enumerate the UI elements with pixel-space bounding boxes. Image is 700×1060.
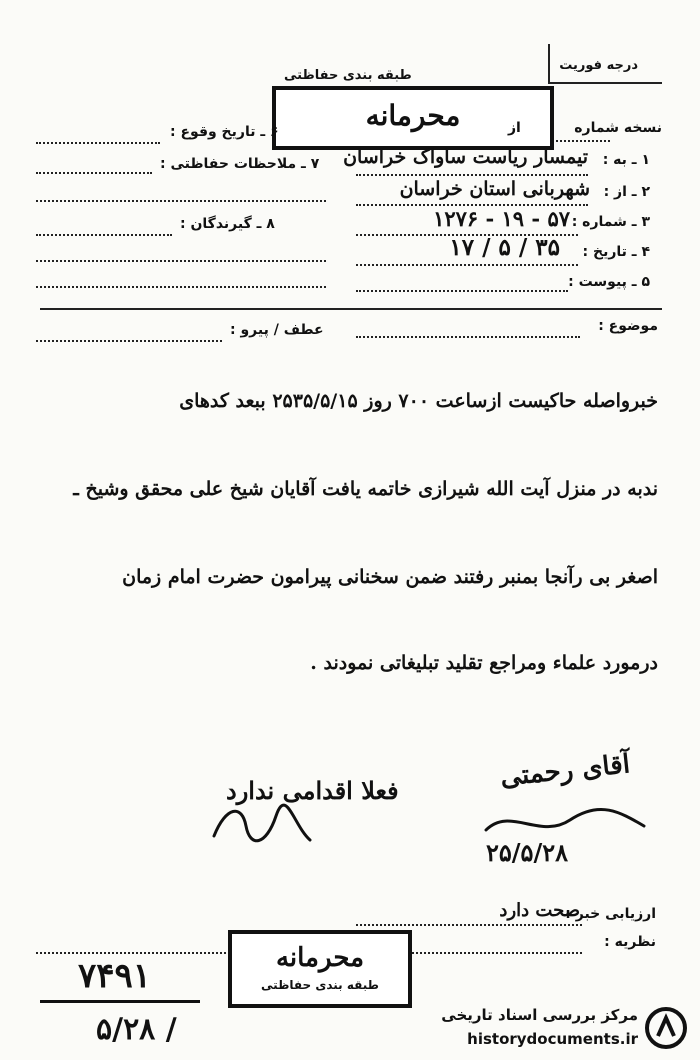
handwritten-note-right-1: آقای رحمتی bbox=[498, 749, 632, 793]
field-date-label: ۴ ـ تاریخ : bbox=[582, 244, 650, 260]
assessment-line bbox=[356, 924, 582, 926]
urgency-label: درجه فوریت bbox=[559, 58, 638, 73]
stamp-bottom-text: محرمانه bbox=[275, 943, 365, 973]
security-remarks-line-2 bbox=[36, 200, 326, 202]
field-to-line bbox=[356, 174, 588, 176]
handwritten-note-right-2: ۲۵/۵/۲۸ bbox=[486, 838, 568, 867]
watermark-site: historydocuments.ir bbox=[467, 1030, 638, 1048]
subject-label: موضوع : bbox=[598, 318, 658, 334]
assessment-value: صحت دارد bbox=[499, 900, 580, 921]
recipients-line-2 bbox=[36, 260, 326, 262]
recipients-line-1 bbox=[36, 234, 172, 236]
field-date-value: ۳۵ / ۵ / ۱۷ bbox=[449, 234, 560, 261]
header-separator bbox=[40, 308, 662, 310]
archive-number-underline bbox=[40, 1000, 200, 1003]
field-attachment-label: ۵ ـ پیوست : bbox=[568, 274, 650, 290]
signature-right bbox=[480, 800, 650, 850]
recipients-label: ۸ ـ گیرندگان : bbox=[180, 216, 275, 232]
reference-label: عطف / پیرو : bbox=[230, 322, 324, 338]
copy-number-line bbox=[556, 140, 610, 142]
field-attachment-line bbox=[356, 290, 568, 292]
watermark-logo-icon bbox=[644, 1006, 688, 1050]
security-remarks-line-1 bbox=[36, 172, 152, 174]
assessment-label: ارزیابی خبر : bbox=[565, 906, 656, 922]
confidential-stamp-top bbox=[272, 86, 554, 150]
handwritten-note-left: فعلا اقدامی ندارد bbox=[226, 776, 399, 805]
confidential-stamp-bottom bbox=[228, 930, 412, 1008]
stamp-top-text: محرمانه bbox=[365, 99, 461, 132]
body-line-1: خبرواصله حاکیست ازساعت ۷۰۰ روز ۲۵۳۵/۵/۱۵ ببعد کدهای bbox=[179, 390, 658, 412]
stamp-bottom-caption: طبقه بندی حفاظتی bbox=[261, 978, 379, 992]
field-from-label: ۲ ـ از : bbox=[603, 184, 650, 200]
security-remarks-label: ۷ ـ ملاحظات حفاظتی : bbox=[160, 156, 320, 172]
opinion-label: نظریه : bbox=[604, 934, 656, 950]
reference-line bbox=[36, 340, 222, 342]
signature-left bbox=[206, 796, 316, 856]
field-number-label: ۳ ـ شماره : bbox=[571, 214, 650, 230]
copy-number-label: نسخه شماره bbox=[574, 120, 662, 136]
field-to-value: تیمسار ریاست ساواک خراسان bbox=[343, 146, 588, 168]
watermark-org-name: مرکز بررسی اسناد تاریخی bbox=[441, 1006, 638, 1024]
from-label: از bbox=[508, 120, 521, 136]
field-from-value: شهربانی استان خراسان bbox=[399, 178, 590, 200]
body-line-4: درمورد علماء ومراجع تقلید تبلیغاتی نمودند . bbox=[310, 652, 658, 674]
field-number-value: ۵۷ - ۱۹ - ۱۲۷۶ bbox=[433, 206, 570, 231]
archive-number: ۷۴۹۱ bbox=[78, 956, 152, 996]
date-of-event-label: ۶ ـ تاریخ وقوع : bbox=[170, 124, 279, 140]
field-to-label: ۱ ـ به : bbox=[602, 152, 650, 168]
date-of-event-line bbox=[36, 142, 160, 144]
body-line-3: اصغر بی رآنجا بمنبر رفتند ضمن سخنانی پیرامون حضرت امام زمان bbox=[122, 566, 658, 588]
body-line-2: ندبه در منزل آیت الله شیرازی خاتمه یافت آقایان شیخ علی محقق وشیخ ـ bbox=[73, 478, 658, 500]
subject-line bbox=[356, 336, 580, 338]
recipients-line-3 bbox=[36, 286, 326, 288]
classification-label: طبقه بندی حفاظتی bbox=[284, 68, 412, 83]
archive-date: ۵/۲۸ / bbox=[96, 1012, 177, 1047]
field-date-line bbox=[356, 264, 578, 266]
